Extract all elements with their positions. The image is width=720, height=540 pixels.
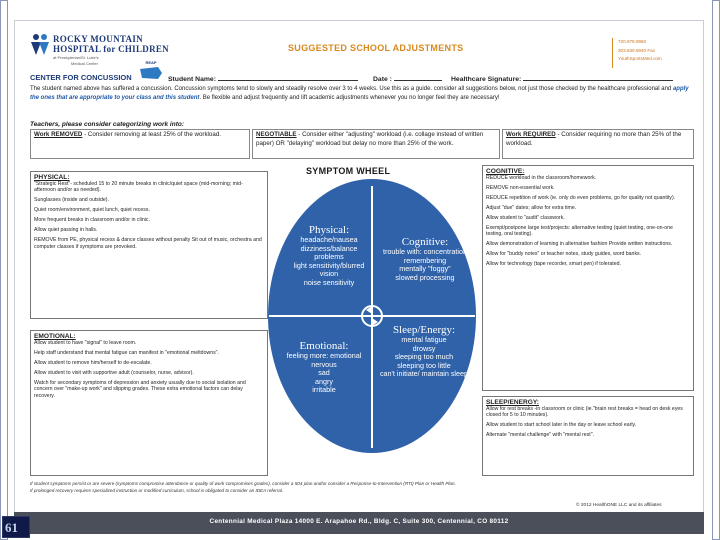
signature-blank[interactable]	[523, 74, 673, 81]
wheel-cognitive-item: remembering	[403, 255, 447, 265]
physical-item: REMOVE from PE, physical recess & dance classes without penalty Sit out of music, orchestra and computer classes if symptoms are provoked.	[34, 237, 262, 250]
page-title: SUGGESTED SCHOOL ADJUSTMENTS	[288, 43, 464, 53]
wheel-sleep-item: can't initiate/ maintain sleep	[379, 369, 469, 379]
wheel-emotional-item: irritable	[312, 385, 336, 395]
cognitive-item: Allow demonstration of learning in alternative fashion Provide written instructions.	[486, 241, 673, 248]
wheel-physical-item: light sensitivity/blurred vision	[293, 260, 365, 279]
wheel-graphic	[267, 178, 477, 454]
colorado-map-icon	[138, 65, 164, 81]
wheel-sleep	[375, 324, 473, 379]
symptom-wheel	[267, 178, 477, 454]
date-label: Date :	[373, 76, 392, 83]
wheel-emotional-heading: Emotional:	[299, 340, 349, 352]
cognitive-item: Adjust "due" dates; allow for extra time.	[486, 205, 577, 211]
tree-people-icon	[29, 33, 51, 57]
logo-line-2: HOSPITAL for CHILDREN	[53, 44, 169, 54]
wheel-physical-item: dizziness/balance problems	[300, 243, 358, 262]
physical-item: "Strategic Rest"- scheduled 15 to 20 minute breaks in clinic/quiet space (mid-morning; mid-afternoon and/or as needed).	[34, 181, 243, 194]
category-required-label: Work REQUIRED	[506, 131, 556, 138]
wheel-cognitive-item: mentally "foggy"	[399, 264, 451, 274]
hospital-logo	[29, 33, 189, 75]
wheel-emotional	[279, 340, 369, 395]
category-removed-label: Work REMOVED	[34, 131, 83, 138]
wheel-sleep-item: drowsy	[412, 343, 436, 353]
wheel-cognitive-item: trouble with: concentration	[383, 247, 467, 256]
wheel-sleep-item: sleeping too much	[394, 352, 454, 362]
emotional-item: Allow student to visit with supportive adult (counselor, nurse, advisor).	[34, 370, 194, 376]
emotional-item: Help staff understand that mental fatigue can manifest in "emotional meltdowns".	[34, 350, 219, 356]
phone-number: 720.979.0860	[618, 39, 647, 44]
wheel-emotional-item: sad	[318, 368, 330, 378]
slide-number: 61	[5, 520, 18, 535]
wheel-sleep-item: mental fatigue	[401, 335, 447, 344]
intro-paragraph	[30, 85, 694, 102]
website-link[interactable]: YouthSportsMed.com	[618, 56, 662, 62]
slide-number-badge	[2, 516, 30, 538]
physical-item: Quiet room/environment, quiet lunch, quiet recess.	[34, 207, 150, 214]
right-frame-edge	[712, 0, 720, 540]
cognitive-item: Allow for technology (tape recorder, smart pen) if tolerated.	[486, 261, 621, 268]
sleep-item: Allow student to start school later in the day or leave school early.	[486, 422, 637, 429]
sleep-section	[482, 396, 694, 476]
intro-text-1: The student named above has suffered a concussion. Concussion symptoms tend to slowly and steadily resolve over 3 to 4 weeks. Use this as a guide. consider all suggestions below, not just those checked by the healthcare professional and	[30, 86, 673, 92]
date-field[interactable]	[373, 74, 442, 83]
wheel-cognitive-heading: Cognitive:	[401, 236, 449, 248]
category-negotiable-label: NEGOTIABLE	[256, 131, 297, 138]
cognitive-heading: COGNITIVE:	[486, 168, 525, 175]
wheel-physical-item: headache/nausea	[300, 235, 358, 244]
intro-emphasis: apply the ones that are appropriate to your class and this student	[30, 86, 689, 101]
wheel-sleep-item: sleeping too little	[397, 360, 451, 370]
sleep-heading: SLEEP/ENERGY:	[486, 399, 540, 406]
wheel-physical-item: noise sensitivity	[303, 277, 355, 287]
emotional-heading: EMOTIONAL:	[34, 333, 76, 340]
state-badge-label: REAP	[145, 60, 157, 65]
footer-address: Centennial Medical Plaza 14000 E. Arapahoe Rd., Bldg. C, Suite 300, Centennial, CO 80112	[209, 518, 509, 525]
category-required-text: - Consider requiring no more than 25% of the workload.	[506, 131, 682, 147]
date-blank[interactable]	[394, 74, 442, 81]
signature-field[interactable]	[451, 74, 673, 83]
wheel-physical	[289, 224, 369, 288]
logo-sub-2: Medical Center	[71, 61, 98, 66]
logo-line-1: ROCKY MOUNTAIN	[53, 34, 143, 44]
cognitive-item: Exempt/postpone large test/projects: alternative testing (quiet testing, one-on-one testing, oral testing).	[486, 225, 673, 238]
signature-label: Healthcare Signature:	[451, 76, 522, 83]
wheel-cognitive-item: slowed processing	[395, 272, 455, 282]
wheel-sleep-heading: Sleep/Energy:	[392, 324, 456, 336]
logo-sub-1: at Presbyterian/St. Luke's	[53, 55, 99, 60]
cognitive-item: Allow for "buddy notes" or teacher notes, study guides, word banks.	[486, 251, 642, 258]
cognitive-item: Allow student to "audit" classwork.	[486, 215, 565, 221]
category-negotiable-text: - Consider either "adjusting" workload (i.e. collage instead of written paper) OR "delaying" workload but delay no more than 25% of the work.	[256, 131, 484, 147]
category-negotiable	[252, 129, 500, 159]
program-name: CENTER FOR CONCUSSION	[30, 73, 132, 82]
category-required	[502, 129, 694, 159]
sleep-item: Alternate "mental challenge" with "mental rest".	[486, 432, 594, 439]
sleep-item: Allow for rest breaks -in classroom or clinic (ie."brain rest breaks = head on desk eyes closed for 5 to 10 minutes).	[486, 406, 683, 419]
student-name-label: Student Name:	[168, 76, 216, 83]
category-removed-text: - Consider removing at least 25% of the workload.	[82, 131, 221, 138]
footnote-line-2: If prolonged recovery requires specialized instruction or modified curriculum, school is obligated to consider an IDEA referral.	[30, 488, 284, 493]
student-name-blank[interactable]	[218, 74, 358, 81]
symptom-wheel-title: SYMPTOM WHEEL	[306, 166, 391, 176]
wheel-cognitive	[377, 236, 473, 282]
contact-info	[618, 38, 662, 64]
cognitive-item: REDUCE workload in the classroom/homework.	[486, 175, 597, 181]
physical-heading: PHYSICAL:	[34, 174, 70, 181]
cognitive-item: REDUCE repetition of work (ie. only do even problems, go for quality not quantity).	[486, 195, 676, 201]
physical-item: Allow quiet passing in halls.	[34, 227, 98, 234]
footnote	[30, 480, 690, 494]
wheel-emotional-item: angry	[315, 376, 333, 386]
fax-number: 303.830.5940 Fax	[618, 47, 656, 53]
intro-text-2: . Be flexible and adjust frequently and lift academic adjustments whenever you no longer feel they are necessary!	[199, 94, 500, 101]
emotional-item: Allow student to remove him/herself to de-escalate.	[34, 360, 152, 366]
emotional-section	[30, 330, 268, 476]
left-frame-edge	[0, 0, 8, 540]
cognitive-item: REMOVE non-essential work.	[486, 185, 555, 191]
physical-item: More frequent breaks in classroom and/or in clinic.	[34, 217, 150, 224]
emotional-item: Allow student to have "signal" to leave room.	[34, 340, 137, 346]
wheel-emotional-item: nervous	[311, 359, 337, 369]
category-removed	[30, 129, 250, 159]
emotional-item: Watch for secondary symptoms of depression and anxiety usually due to social isolation and concern over "make-up work" and slipping grades. These extra emotional factors can delay recovery.	[34, 380, 246, 399]
copyright: © 2012 HealthONE LLC and its affiliates	[576, 503, 662, 508]
physical-section	[30, 171, 268, 319]
footnote-line-1: If student symptoms persist or are severe (symptoms compromise attendance or quality of work compromises grades), consider a 504 plan and/or consider a Response-to-Intervention (RTI) Plan or Health Plan.	[30, 481, 456, 486]
state-badge	[138, 60, 164, 80]
wheel-emotional-item: feeling more: emotional	[286, 351, 362, 360]
wheel-physical-heading: Physical:	[308, 224, 350, 236]
physical-item: Sunglasses (inside and outside).	[34, 197, 109, 204]
teachers-label: Teachers, please consider categorizing work into:	[30, 121, 184, 128]
header-divider	[612, 38, 613, 68]
footer-bar	[14, 512, 704, 534]
student-name-field[interactable]	[168, 74, 358, 83]
cognitive-section	[482, 165, 694, 391]
